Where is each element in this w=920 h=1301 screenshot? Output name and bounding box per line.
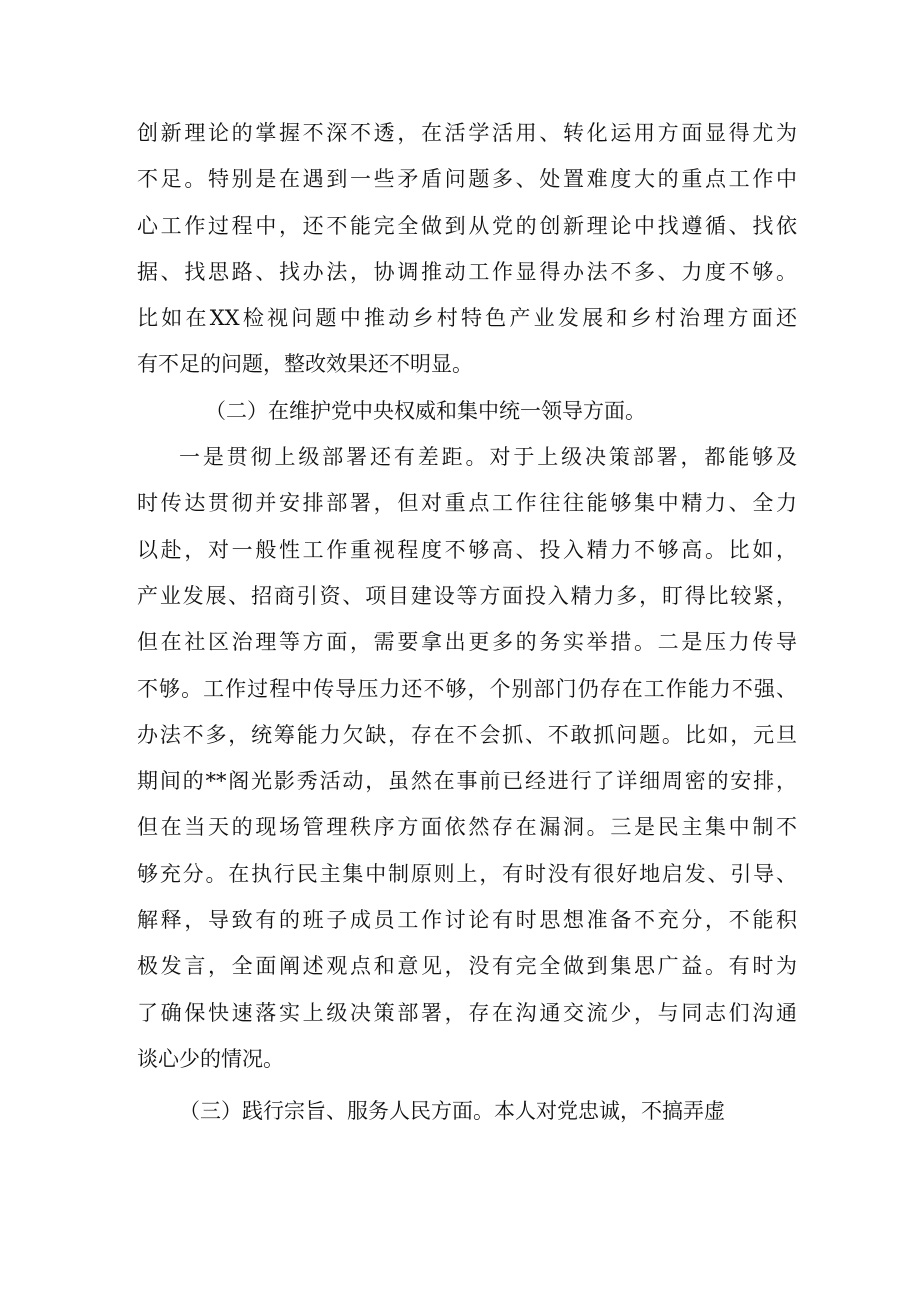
text-line: 据、找思路、找办法，协调推动工作显得办法不多、力度不够。	[137, 259, 797, 284]
text-line: 创新理论的掌握不深不透，在活学活用、转化运用方面显得尤为	[137, 121, 797, 145]
document-body	[137, 110, 797, 1135]
text-line: 期间的**阁光影秀活动，虽然在事前已经进行了详细周密的安排，	[137, 769, 797, 794]
section-heading: （二）在维护党中央权威和集中统一领导方面。	[205, 398, 646, 423]
text-line: 有不足的问题，整改效果还不明显。	[137, 352, 473, 377]
text-line: 不足。特别是在遇到一些矛盾问题多、处置难度大的重点工作中	[137, 167, 797, 192]
text-line: 了确保快速落实上级决策部署，存在沟通交流少，与同志们沟通	[137, 1000, 797, 1025]
text-line: 心工作过程中，还不能完全做到从党的创新理论中找遵循、找依	[137, 213, 797, 238]
text-line: 时传达贯彻并安排部署，但对重点工作往往能够集中精力、全力	[137, 491, 797, 516]
section-heading: （三）践行宗旨、服务人民方面。本人对党忠诚，不搞弄虚	[179, 1099, 725, 1124]
text-line: 但在当天的现场管理秩序方面依然存在漏洞。三是民主集中制不	[137, 815, 797, 840]
text-line: 谈心少的情况。	[137, 1046, 284, 1071]
text-line: 办法不多，统筹能力欠缺，存在不会抓、不敢抓问题。比如，元旦	[137, 722, 797, 747]
text-line: 产业发展、招商引资、项目建设等方面投入精力多，盯得比较紧，	[137, 583, 797, 608]
text-line: 够充分。在执行民主集中制原则上，有时没有很好地启发、引导、	[137, 861, 797, 886]
text-line: 一是贯彻上级部署还有差距。对于上级决策部署，都能够及	[179, 445, 797, 470]
text-line: 但在社区治理等方面，需要拿出更多的务实举措。二是压力传导	[137, 630, 797, 655]
text-line: 比如在XX检视问题中推动乡村特色产业发展和乡村治理方面还	[137, 306, 797, 331]
text-line: 以赴，对一般性工作重视程度不够高、投入精力不够高。比如，	[137, 537, 797, 562]
text-line: 不够。工作过程中传导压力还不够，个别部门仍存在工作能力不强、	[137, 676, 797, 701]
text-line: 解释，导致有的班子成员工作讨论有时思想准备不充分，不能积	[137, 908, 797, 933]
text-line: 极发言，全面阐述观点和意见，没有完全做到集思广益。有时为	[137, 954, 797, 979]
